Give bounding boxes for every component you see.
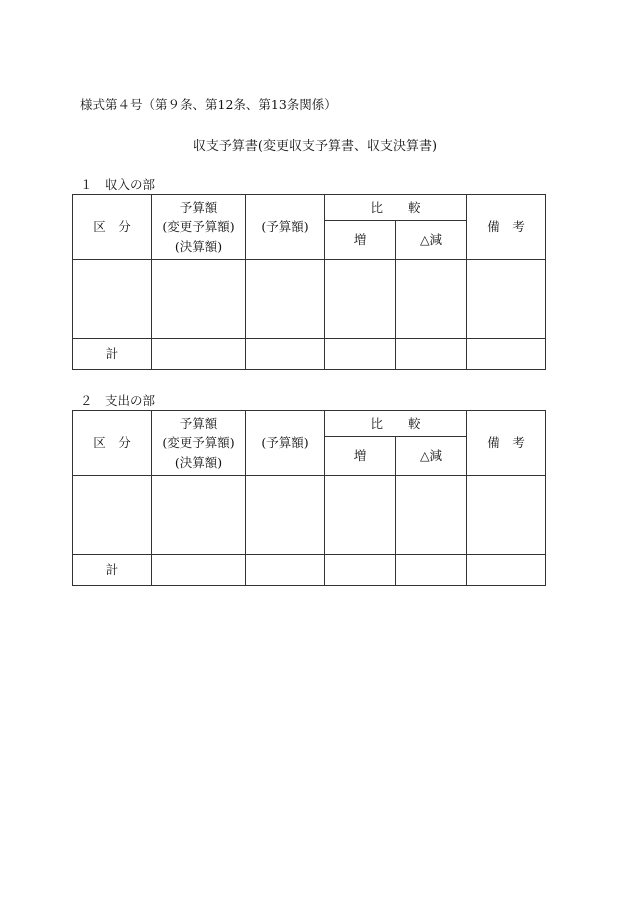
- header-increase: 増: [325, 437, 396, 476]
- header-amount: [152, 195, 246, 260]
- header-decrease: △減: [396, 437, 467, 476]
- total-increase[interactable]: [325, 339, 396, 370]
- cell-amount[interactable]: [152, 476, 246, 555]
- header-amount-line1: 予算額: [179, 199, 218, 215]
- cell-increase[interactable]: [325, 476, 396, 555]
- total-label: 計: [73, 555, 152, 586]
- header-comparison: 比 較: [325, 195, 467, 221]
- header-decrease: △減: [396, 221, 467, 260]
- header-budget-ref: (予算額): [246, 195, 325, 260]
- total-amount[interactable]: [152, 555, 246, 586]
- total-remarks[interactable]: [467, 339, 546, 370]
- cell-amount[interactable]: [152, 260, 246, 339]
- header-amount-line2: (変更予算額): [162, 435, 235, 451]
- total-budget-ref[interactable]: [246, 339, 325, 370]
- total-budget-ref[interactable]: [246, 555, 325, 586]
- header-amount-line3: (決算額): [174, 238, 223, 254]
- cell-remarks[interactable]: [467, 260, 546, 339]
- document-title: 収支予算書(変更収支予算書、収支決算書): [192, 139, 438, 154]
- income-table: [72, 194, 546, 370]
- section-heading-expenditure: ２ 支出の部: [80, 393, 156, 408]
- header-amount-line1: 予算額: [179, 415, 218, 431]
- header-increase: 増: [325, 221, 396, 260]
- header-amount-line2: (変更予算額): [162, 219, 235, 235]
- total-amount[interactable]: [152, 339, 246, 370]
- total-remarks[interactable]: [467, 555, 546, 586]
- total-decrease[interactable]: [396, 339, 467, 370]
- cell-remarks[interactable]: [467, 476, 546, 555]
- cell-increase[interactable]: [325, 260, 396, 339]
- header-comparison: 比 較: [325, 411, 467, 437]
- header-category: 区 分: [73, 411, 152, 476]
- total-decrease[interactable]: [396, 555, 467, 586]
- total-label: 計: [73, 339, 152, 370]
- cell-category[interactable]: [73, 260, 152, 339]
- header-amount-line3: (決算額): [174, 454, 223, 470]
- header-category: 区 分: [73, 195, 152, 260]
- cell-category[interactable]: [73, 476, 152, 555]
- section-heading-income: １ 収入の部: [80, 177, 156, 192]
- header-remarks: 備 考: [467, 411, 546, 476]
- cell-decrease[interactable]: [396, 476, 467, 555]
- form-label: 様式第４号（第９条、第12条、第13条関係）: [80, 97, 337, 112]
- header-amount: [152, 411, 246, 476]
- cell-budget-ref[interactable]: [246, 260, 325, 339]
- header-remarks: 備 考: [467, 195, 546, 260]
- cell-budget-ref[interactable]: [246, 476, 325, 555]
- expenditure-table: [72, 410, 546, 586]
- cell-decrease[interactable]: [396, 260, 467, 339]
- total-increase[interactable]: [325, 555, 396, 586]
- header-budget-ref: (予算額): [246, 411, 325, 476]
